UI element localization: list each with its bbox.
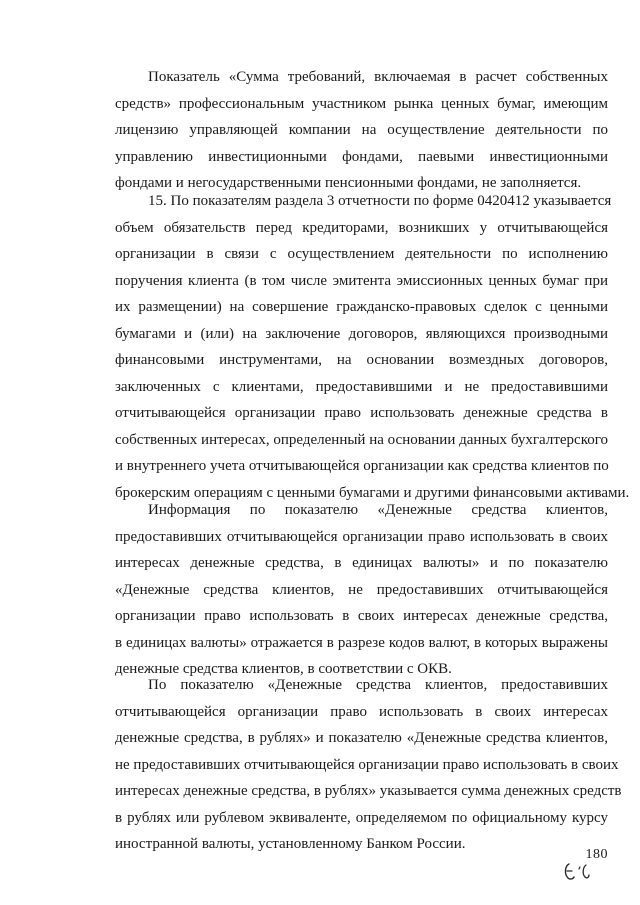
text-line: организации право использовать в своих интересах денежные средства, [115,608,608,624]
text-line: их размещении) на совершение гражданско-правовых сделок с ценными [115,299,608,315]
text-line: в единицах валюты» отражается в разрезе кодов валют, в которых выражены [115,634,608,651]
text-line: поручения клиента (в том числе эмитента эмиссионных ценных бумаг при [115,272,608,289]
text-line: отчитывающейся организации право использовать денежные средства в [115,405,608,421]
text-line: интересах денежные средства, в рублях» указывается сумма денежных средств [115,783,622,799]
text-line: «Денежные средства клиентов, не предоставивших отчитывающейся [115,581,608,598]
text-line: брокерским операциям с ценными бумагами и другими финансовыми активами. [115,484,630,501]
text-line: собственных интересах, определенный на основании данных бухгалтерского [115,431,608,448]
text-line: денежные средства, в рублях» и показателю «Денежные средства клиентов, [115,730,608,746]
text-line: объем обязательств перед кредиторами, возникших у отчитывающейся [115,219,608,236]
text-line: бумагами и (или) на заключение договоров, являющихся производными [115,325,608,342]
text-line: фондами и негосударственными пенсионными фондами, не заполняется. [115,175,582,191]
text-line: интересах денежные средства, в единицах валюты» и по показателю [115,555,608,571]
paragraph-2 [115,188,630,506]
text-line: отчитывающейся организации право использовать в своих интересах [115,703,608,720]
text-line: управлению инвестиционными фондами, паевыми инвестиционными [115,148,608,165]
text-line: предоставивших отчитывающейся организации право использовать в своих [115,528,608,545]
text-line: заключенных с клиентами, предоставившими и не предоставившими [115,378,608,395]
text-line: 15. По показателям раздела 3 отчетности по форме 0420412 указывается [148,193,612,209]
text-line: финансовыми инструментами, на основании возмездных договоров, [115,352,608,368]
paragraph-3 [115,497,608,683]
text-line: По показателю «Денежные средства клиентов, предоставивших [148,677,608,693]
text-line: и внутреннего учета отчитывающейся организации как средства клиентов по [115,458,609,474]
text-line: иностранной валюты, установленному Банком России. [115,836,466,852]
text-line: в рублях или рублевом эквиваленте, определяемом по официальному курсу [115,809,608,826]
text-line: не предоставивших отчитывающейся организации право использовать в своих [115,756,619,773]
text-line: денежные средства клиентов, в соответствии с ОКВ. [115,661,452,677]
page-number: 180 [585,847,608,862]
text-line: Информация по показателю «Денежные средства клиентов, [148,502,608,518]
text-line: лицензию управляющей компании на осуществление деятельности по [115,122,608,138]
text-line: средств» профессиональным участником рынка ценных бумаг, имеющим [115,95,608,112]
paragraph-4 [115,672,622,858]
text-line: Показатель «Сумма требований, включаемая в расчет собственных [148,69,608,85]
paragraph-1 [115,64,608,197]
text-line: организации в связи с осуществлением деятельности по исполнению [115,246,608,262]
